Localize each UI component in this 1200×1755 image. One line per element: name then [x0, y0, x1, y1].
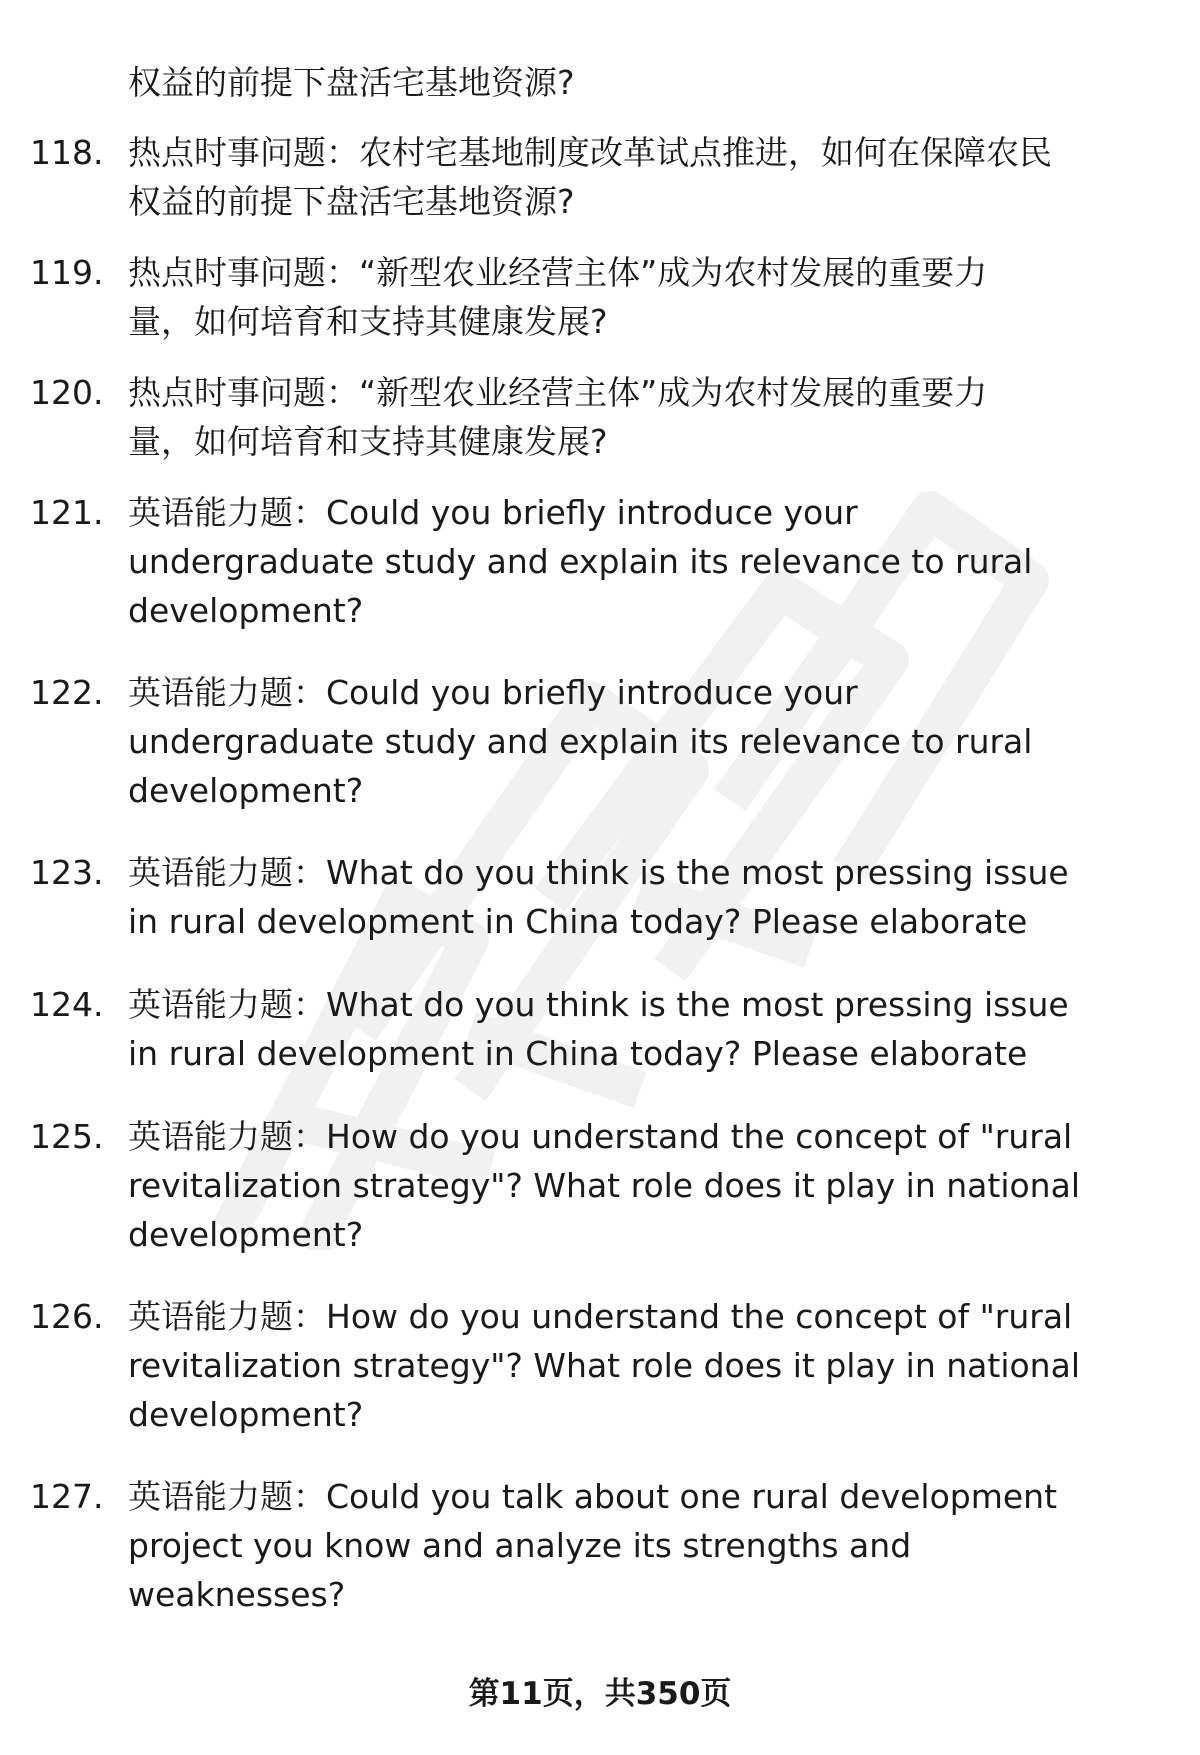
question-item: [30, 1112, 1180, 1259]
question-number: 118.: [30, 133, 104, 172]
question-text: 热点时事问题：农村宅基地制度改革试点推进，如何在保障农民 权益的前提下盘活宅基地资源?: [128, 133, 1052, 221]
question-number: 127.: [30, 1477, 104, 1516]
question-text: 英语能力题：Could you briefly introduce your undergraduate study and explain its relevance to rural development?: [128, 493, 1033, 630]
question-text: 英语能力题：What do you think is the most pressing issue in rural development in China today? Please elaborate: [128, 853, 1069, 941]
question-text: 英语能力题：How do you understand the concept of "rural revitalization strategy"? What role does it play in national development?: [128, 1297, 1080, 1434]
question-item: [30, 368, 1180, 466]
question-item: [30, 128, 1180, 226]
question-item: [30, 488, 1180, 635]
question-item: [30, 248, 1180, 346]
question-item: [30, 668, 1180, 815]
question-text: 热点时事问题：“新型农业经营主体”成为农村发展的重要力 量，如何培育和支持其健康发展?: [128, 253, 988, 341]
question-text: 热点时事问题：“新型农业经营主体”成为农村发展的重要力 量，如何培育和支持其健康发展?: [128, 373, 988, 461]
question-number: 126.: [30, 1297, 104, 1336]
question-item: [30, 848, 1180, 946]
question-number: 124.: [30, 985, 104, 1024]
question-text: 英语能力题：Could you briefly introduce your undergraduate study and explain its relevance to rural development?: [128, 673, 1033, 810]
question-number: 123.: [30, 853, 104, 892]
question-number: 120.: [30, 373, 104, 412]
question-item: [30, 1292, 1180, 1439]
continued-text: 权益的前提下盘活宅基地资源?: [128, 63, 575, 102]
question-text: 英语能力题：Could you talk about one rural development project you know and analyze its strengths and weaknesses?: [128, 1477, 1058, 1614]
question-number: 119.: [30, 253, 104, 292]
question-text: 英语能力题：What do you think is the most pressing issue in rural development in China today? Please elaborate: [128, 985, 1069, 1073]
question-number: 122.: [30, 673, 104, 712]
question-item: [30, 980, 1180, 1078]
question-number: 125.: [30, 1117, 104, 1156]
question-item: [30, 1472, 1180, 1619]
question-number: 121.: [30, 493, 104, 532]
page-footer: 第11页，共350页: [468, 1676, 732, 1712]
question-text: 英语能力题：How do you understand the concept of "rural revitalization strategy"? What role does it play in national development?: [128, 1117, 1080, 1254]
